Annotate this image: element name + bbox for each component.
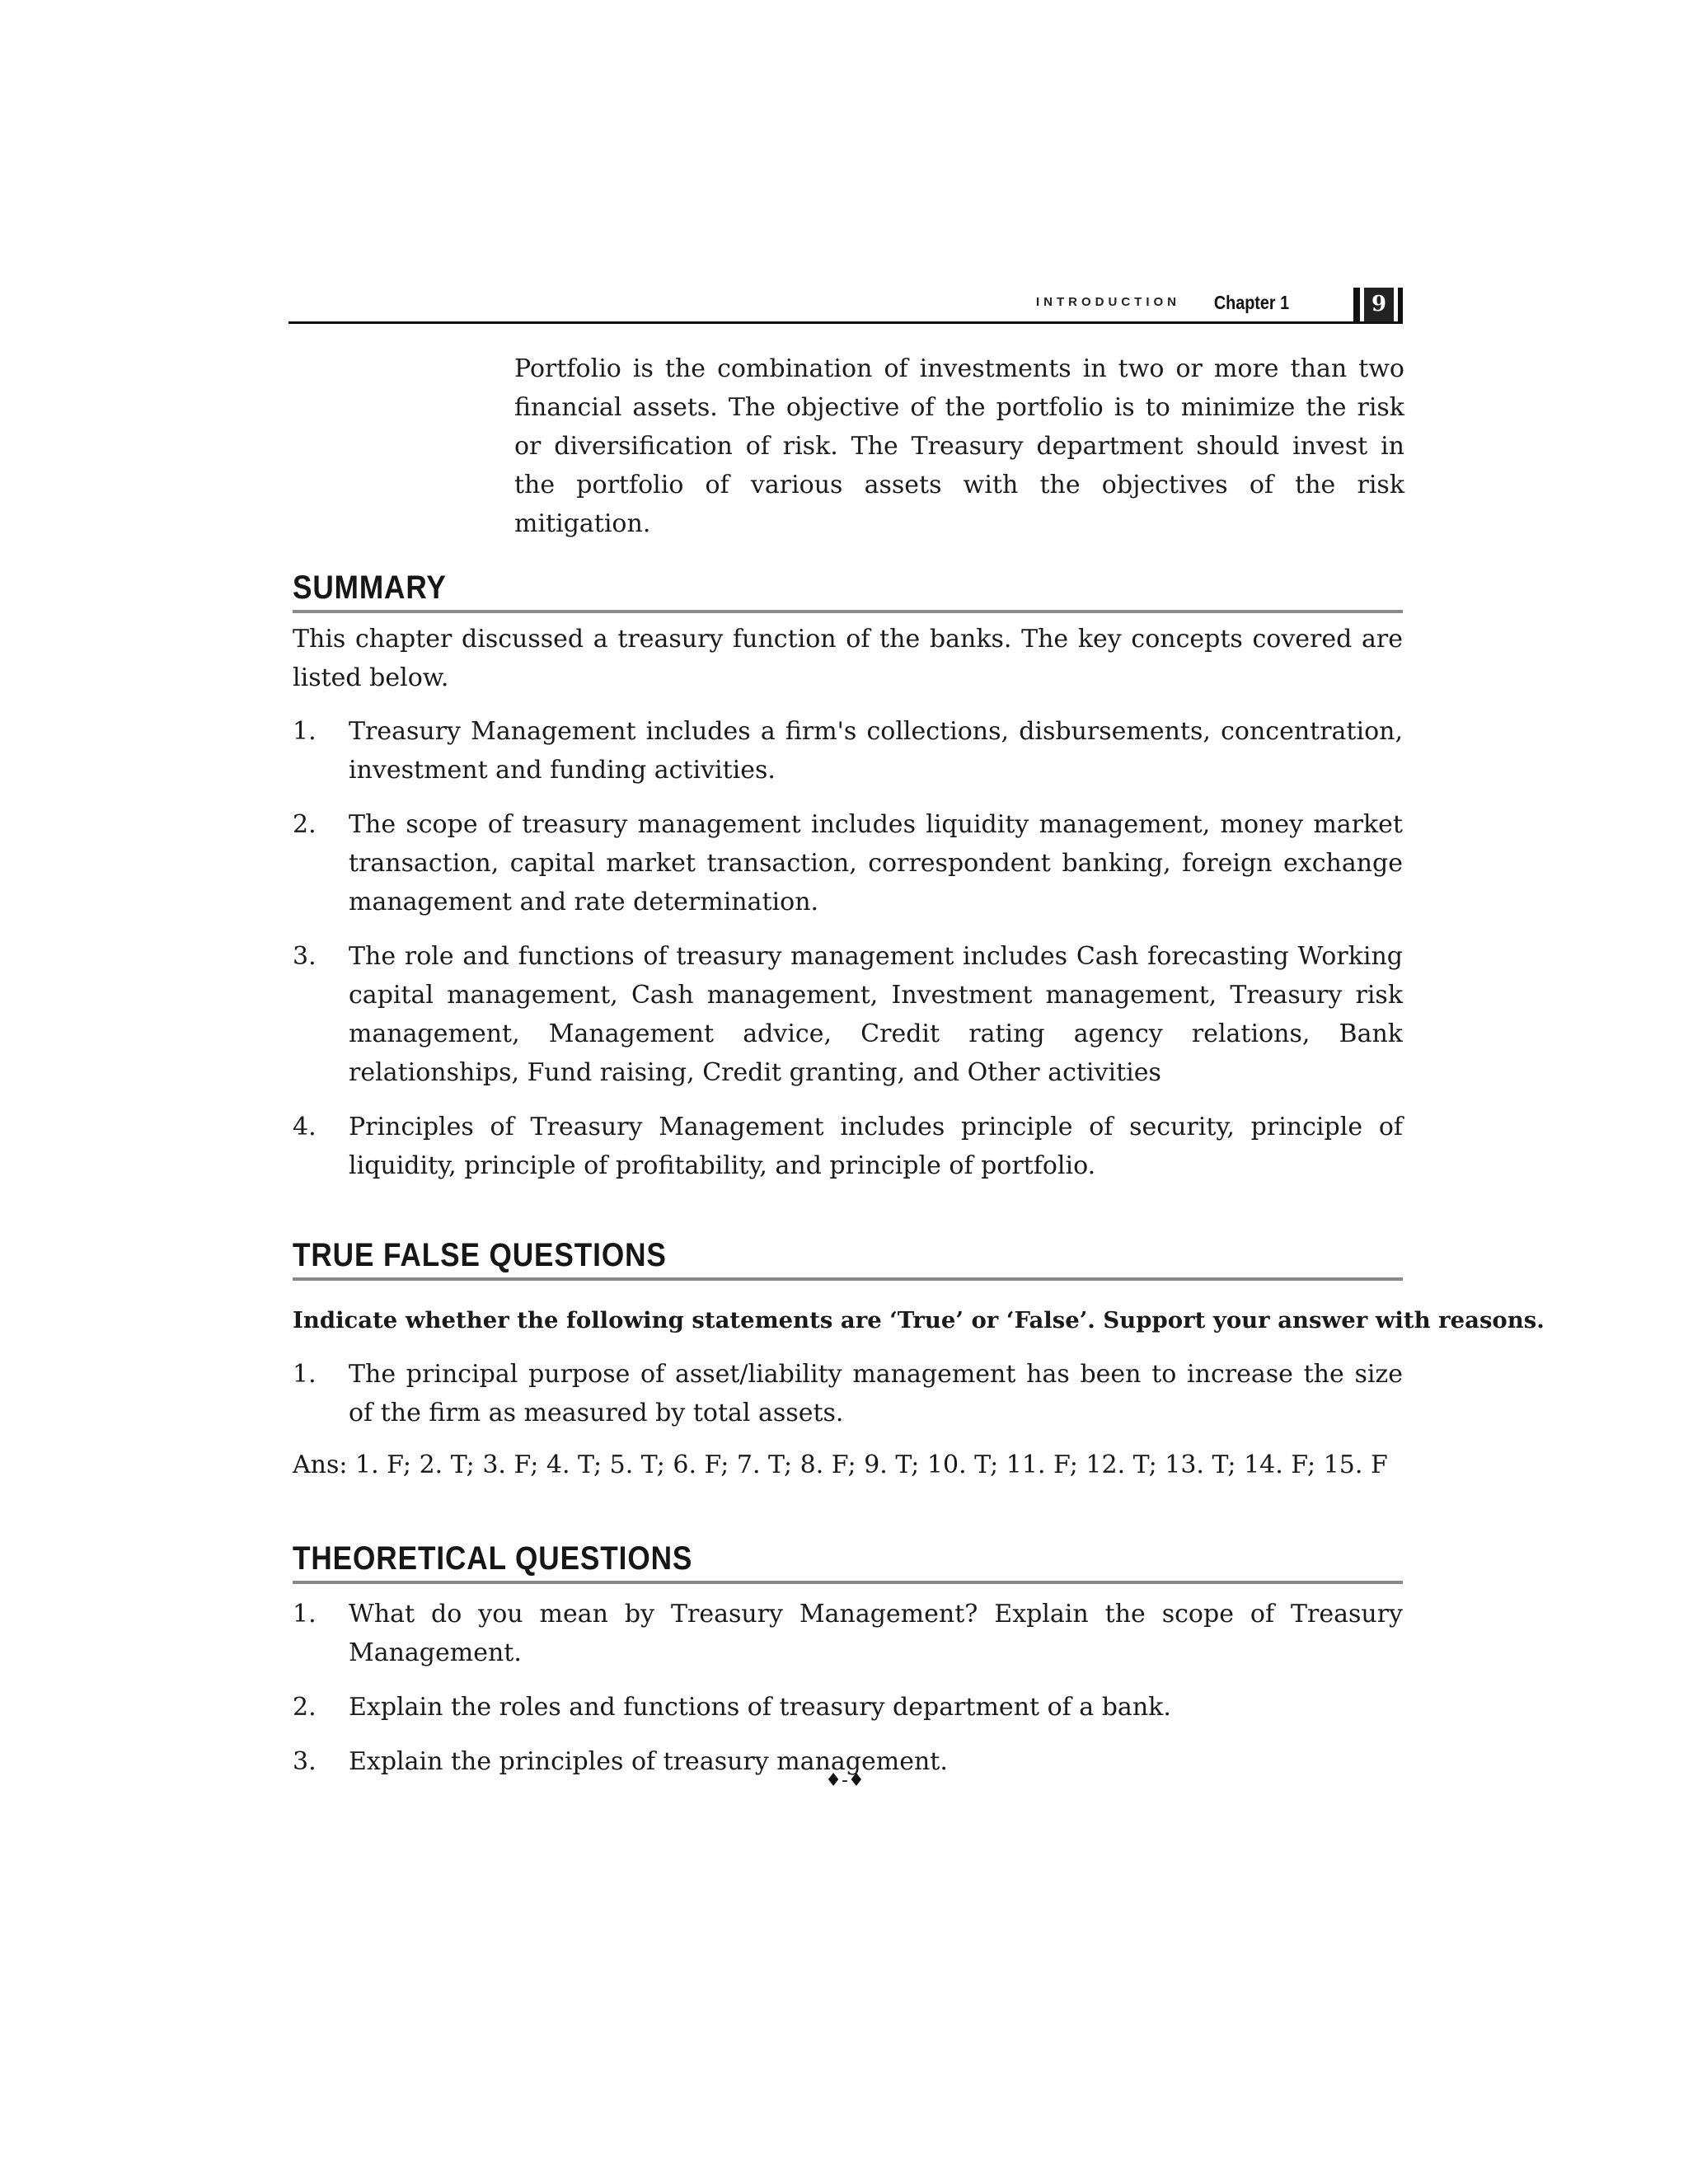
true-false-instruction: Indicate whether the following statements are ‘True’ or ‘False’. Support your answer with reasons.: [293, 1307, 1545, 1333]
theoretical-heading: [293, 1538, 1403, 1584]
page-number: 9: [1364, 288, 1394, 321]
true-false-answers: Ans: 1. F; 2. T; 3. F; 4. T; 5. T; 6. F; 7. T; 8. F; 9. T; 10. T; 11. F; 12. T; 13. T; 14. F; 15. F: [293, 1451, 1388, 1479]
summary-item: [293, 712, 1403, 790]
summary-list: [293, 712, 1403, 1201]
theoretical-heading-text: THEORETICAL QUESTIONS: [293, 1540, 693, 1577]
summary-item: [293, 1108, 1403, 1185]
theoretical-item-text: Explain the principles of treasury management.: [349, 1747, 948, 1776]
summary-item-number: 1.: [293, 717, 316, 746]
summary-item-text: Principles of Treasury Management includes principle of security, principle of liquidity, principle of profitability, and principle of portfolio.: [349, 1113, 1403, 1180]
end-ornament: ♦-♦: [825, 1770, 865, 1791]
summary-item-number: 4.: [293, 1113, 316, 1141]
summary-heading-text: SUMMARY: [293, 569, 447, 606]
portfolio-paragraph: Portfolio is the combination of investments in two or more than two financial assets. The objective of the portfolio is to minimize the risk or diversification of risk. The Treasury department should invest in the portfolio of various assets with the objectives of the risk mitigation.: [514, 354, 1404, 538]
true-false-item-number: 1.: [293, 1360, 316, 1389]
summary-item-number: 3.: [293, 942, 316, 971]
summary-item-number: 2.: [293, 810, 316, 839]
theoretical-item-text: Explain the roles and functions of treasury department of a bank.: [349, 1693, 1171, 1722]
page-number-box: [1353, 288, 1403, 321]
summary-item-text: Treasury Management includes a firm's collections, disbursements, concentration, investment and funding activities.: [349, 717, 1403, 785]
summary-item: [293, 937, 1403, 1092]
summary-heading: [293, 567, 1403, 613]
theoretical-item: [293, 1688, 1403, 1727]
true-false-list: [293, 1355, 1403, 1448]
theoretical-list: [293, 1595, 1403, 1797]
header-rule: [288, 321, 1403, 324]
true-false-item-text: The principal purpose of asset/liability management has been to increase the size of the firm as measured by total assets.: [349, 1360, 1403, 1427]
header-chapter-label: Chapter 1: [1213, 292, 1289, 313]
summary-item-text: The role and functions of treasury management includes Cash forecasting Working capital management, Cash management, Investment management, Treasury risk management, Management advice, Credit rating agency relations, Bank relationships, Fund raising, Credit granting, and Other activities: [349, 942, 1403, 1087]
page-number-bar-right: [1398, 288, 1403, 321]
theoretical-item-number: 1.: [293, 1600, 316, 1629]
true-false-item: [293, 1355, 1403, 1432]
summary-item: [293, 805, 1403, 921]
page-number-bar-left: [1353, 288, 1360, 321]
summary-item-text: The scope of treasury management includes liquidity management, money market transaction, capital market transaction, correspondent banking, foreign exchange management and rate determination.: [349, 810, 1403, 916]
theoretical-item-number: 3.: [293, 1747, 316, 1776]
theoretical-item: [293, 1595, 1403, 1672]
theoretical-item-number: 2.: [293, 1693, 316, 1722]
summary-lead: This chapter discussed a treasury function of the banks. The key concepts covered are listed below.: [293, 625, 1403, 692]
running-header: [288, 284, 1403, 324]
true-false-heading-text: TRUE FALSE QUESTIONS: [293, 1237, 667, 1273]
true-false-heading: [293, 1235, 1403, 1281]
theoretical-item-text: What do you mean by Treasury Management? Explain the scope of Treasury Management.: [349, 1600, 1403, 1667]
header-section-label: INTRODUCTION: [1036, 295, 1180, 309]
